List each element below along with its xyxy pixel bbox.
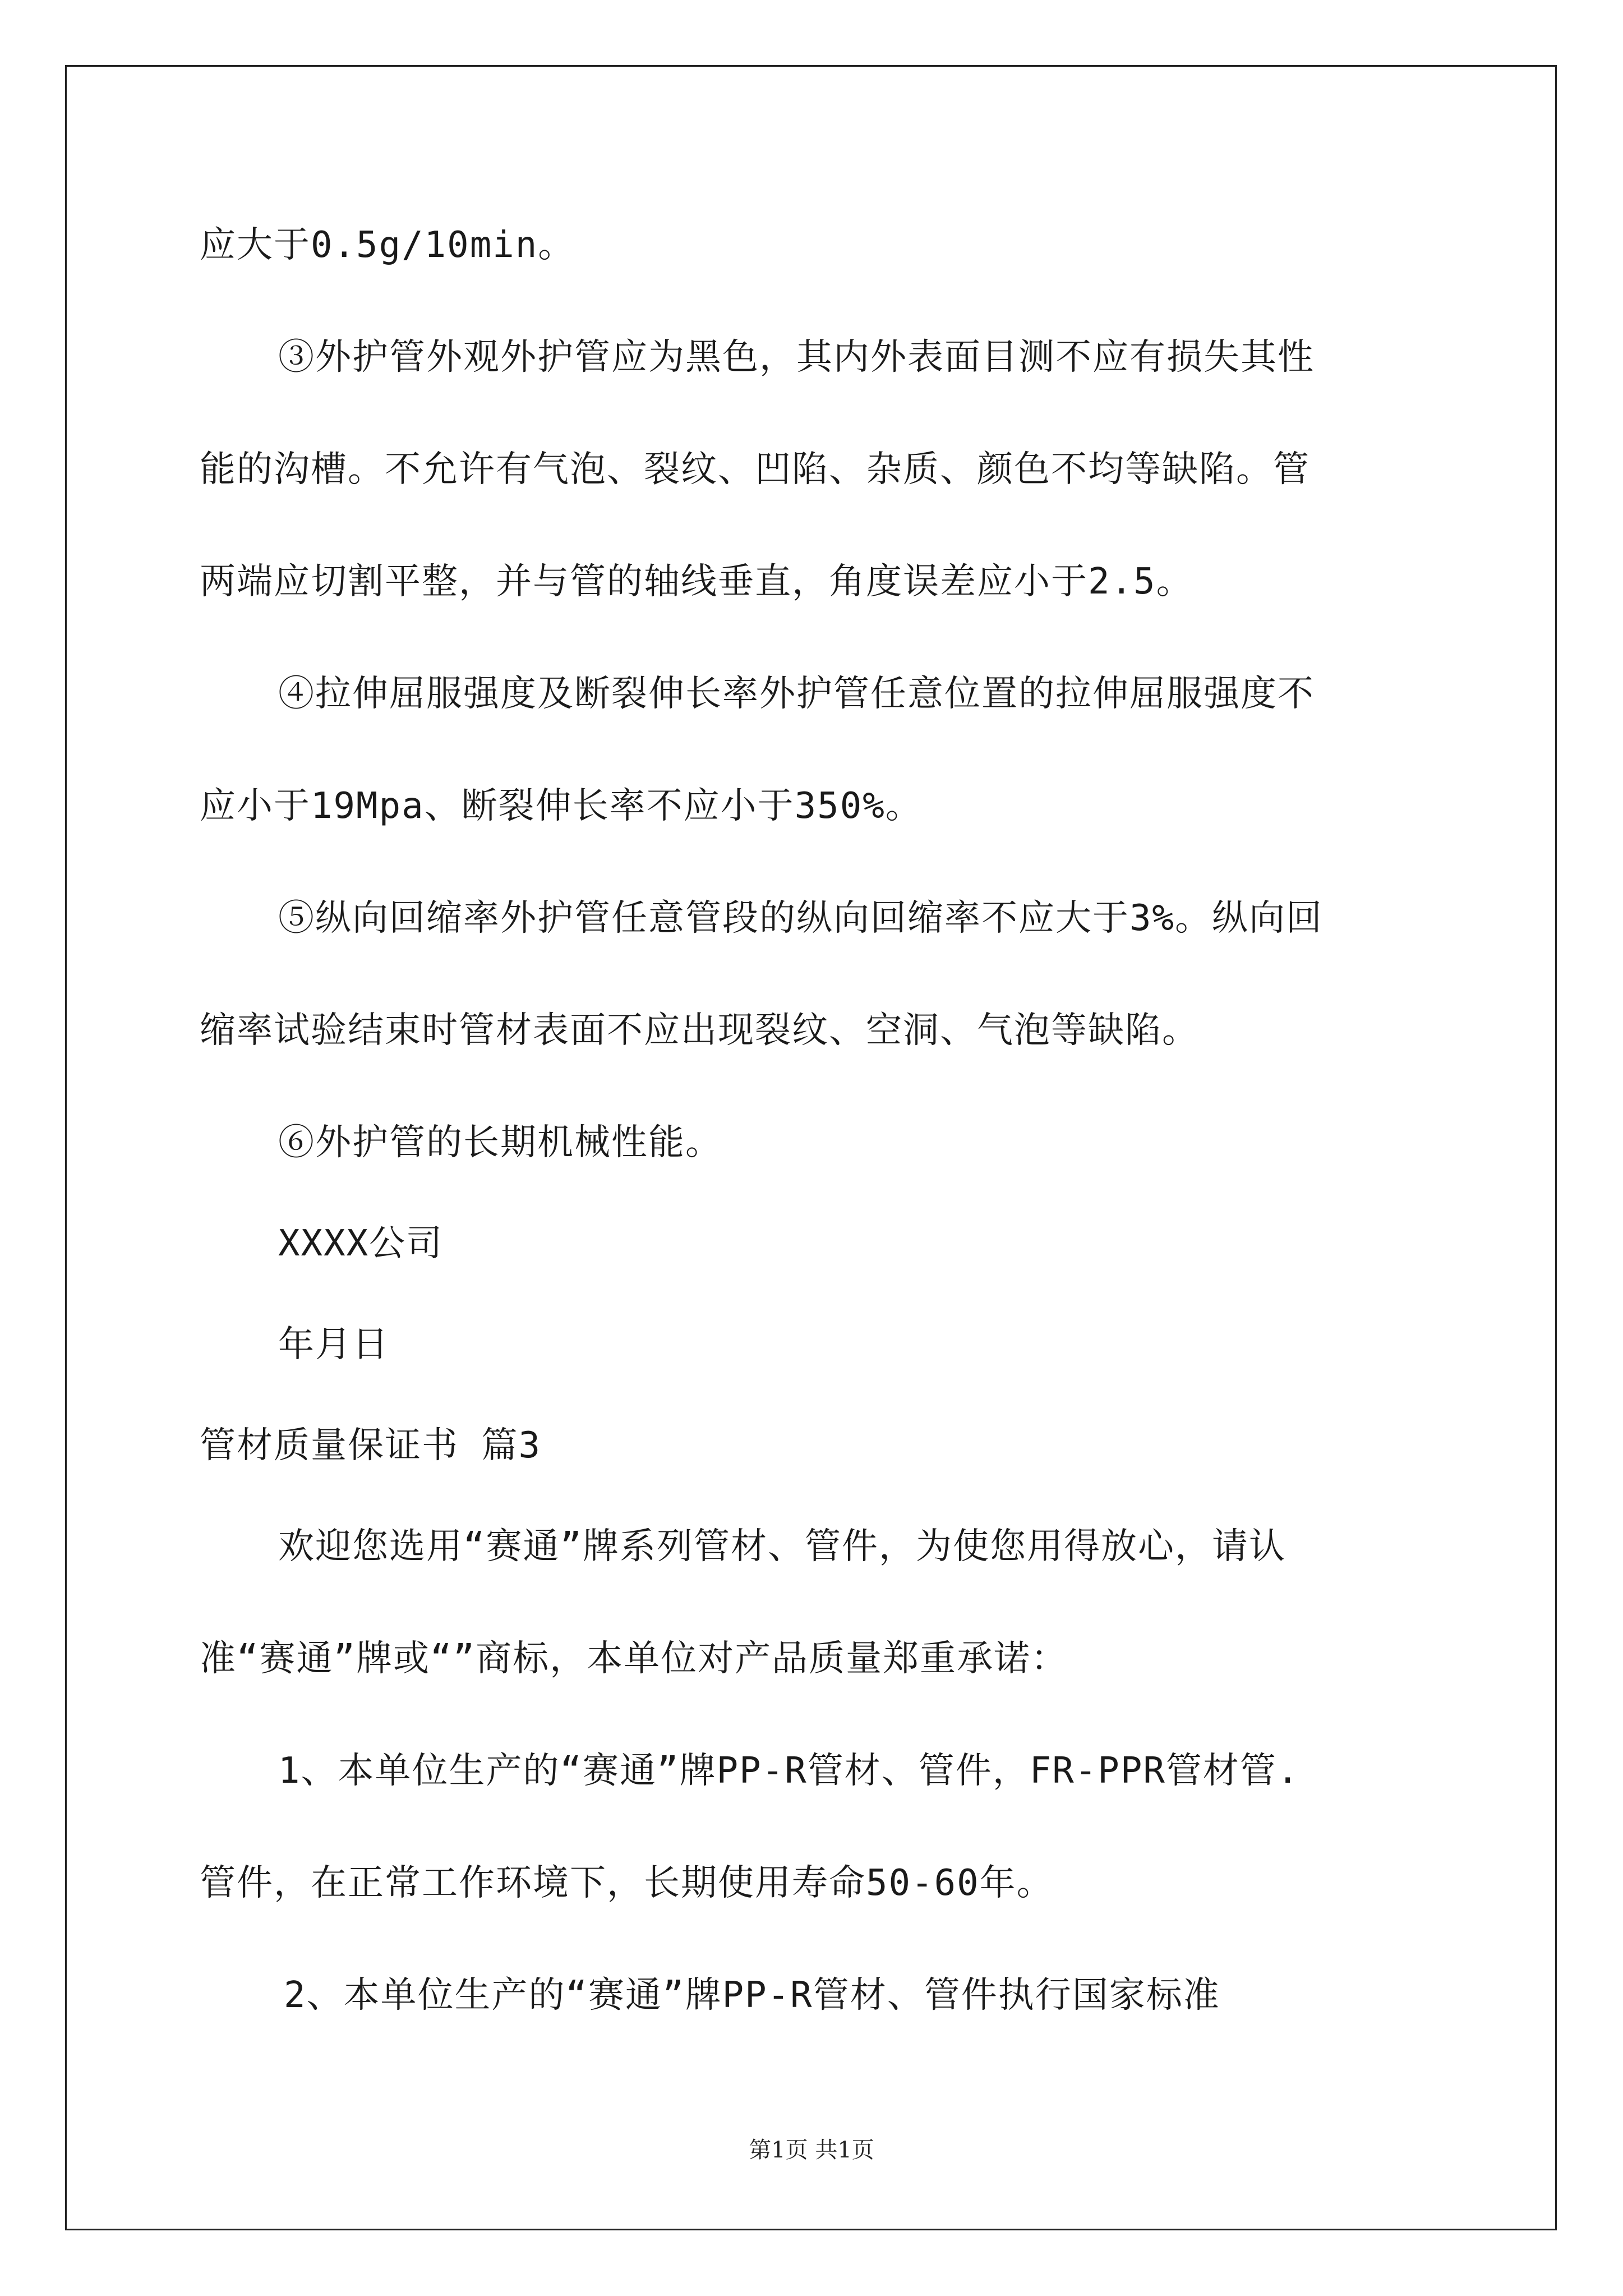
text-line-15: 1、本单位生产的“赛通”牌PP-R管材、管件，FR-PPR管材管. xyxy=(278,1750,1300,1792)
text-line-5: ④拉伸屈服强度及断裂伸长率外护管任意位置的拉伸屈服强度不 xyxy=(278,673,1315,715)
page-footer: 第1页 共1页 xyxy=(749,2137,874,2163)
text-line-13: 欢迎您选用“赛通”牌系列管材、管件，为使您用得放心，请认 xyxy=(278,1526,1287,1567)
text-line-2: ③外护管外观外护管应为黑色，其内外表面目测不应有损失其性 xyxy=(278,337,1315,378)
section-heading: 管材质量保证书 篇3 xyxy=(200,1425,542,1466)
text-line-7: ⑤纵向回缩率外护管任意管段的纵向回缩率不应大于3%。纵向回 xyxy=(278,898,1324,939)
text-line-4: 两端应切割平整，并与管的轴线垂直，角度误差应小于2.5。 xyxy=(200,561,1193,602)
text-line-14: 准“赛通”牌或“”商标，本单位对产品质量郑重承诺： xyxy=(200,1638,1068,1680)
company-name: XXXX公司 xyxy=(278,1223,444,1264)
text-line-9: ⑥外护管的长期机械性能。 xyxy=(278,1122,722,1163)
text-line-8: 缩率试验结束时管材表面不应出现裂纹、空洞、气泡等缺陷。 xyxy=(200,1010,1199,1051)
text-line-16: 管件，在正常工作环境下，长期使用寿命50-60年。 xyxy=(200,1862,1054,1904)
text-line-1: 应大于0.5g/10min。 xyxy=(200,224,575,266)
text-line-17: 2、本单位生产的“赛通”牌PP-R管材、管件执行国家标准 xyxy=(284,1975,1220,2016)
text-line-3: 能的沟槽。不允许有气泡、裂纹、凹陷、杂质、颜色不均等缺陷。管 xyxy=(200,449,1310,490)
text-line-6: 应小于19Mpa、断裂伸长率不应小于350%。 xyxy=(200,785,923,827)
date-line: 年月日 xyxy=(278,1324,389,1365)
